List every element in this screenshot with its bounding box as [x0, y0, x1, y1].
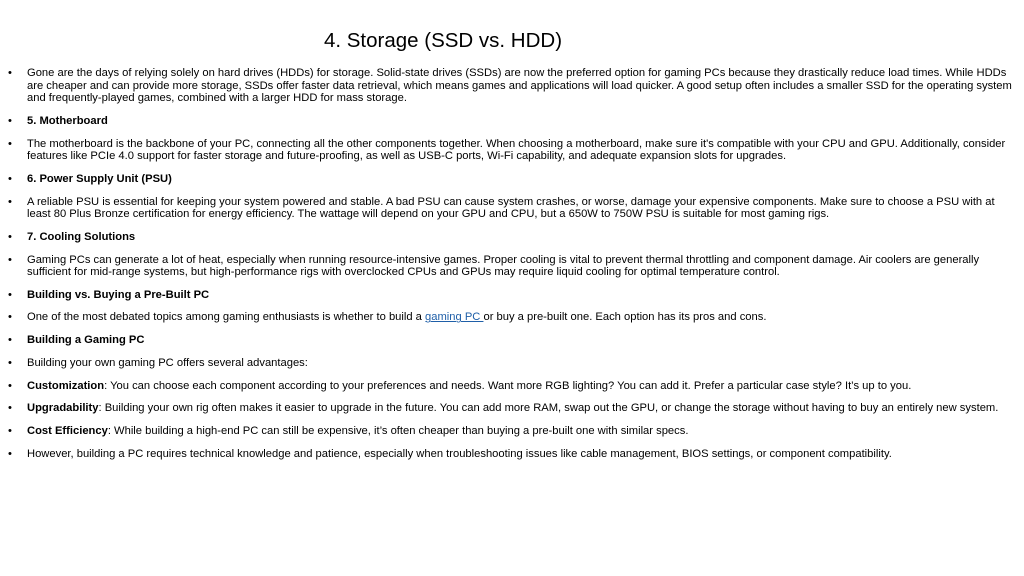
- bullet-cost-efficiency: [8, 425, 1016, 438]
- bullet-list: [8, 67, 1016, 470]
- bullet-building-heading: [8, 334, 1016, 347]
- bullet-text-before-link: One of the most debated topics among gaming enthusiasts is whether to build a: [27, 311, 426, 324]
- bullet-text: : Building your own rig often makes it easier to upgrade in the future. You can add more RAM, swap out the GPU, or change the storage without having to buy an entirely new system.: [98, 402, 999, 415]
- bullet-however-text: [8, 448, 1016, 461]
- bullet-label: Upgradability: [27, 402, 99, 415]
- bullet-glyph: •: [8, 334, 12, 347]
- bullet-motherboard-text: [8, 138, 1016, 163]
- bullet-glyph: •: [8, 172, 12, 185]
- bullet-text: A reliable PSU is essential for keeping your system powered and stable. A bad PSU can cause system crashes, or worse, damage your expensive components. Make sure to choose a PSU with at least 80 Plus Bronze certification for energy efficiency. The wattage will depend on your GPU and CPU, but a 650W to 750W PSU is suitable for most gaming rigs.: [27, 195, 995, 221]
- section-heading: Building a Gaming PC: [27, 334, 145, 347]
- section-heading: 5. Motherboard: [27, 114, 108, 127]
- bullet-glyph: •: [8, 447, 12, 460]
- bullet-text: Gone are the days of relying solely on hard drives (HDDs) for storage. Solid-state drives (SSDs) are now the preferred option for gaming PCs because they drastically reduce load times. While HDDs are cheaper and can provide more storage, SSDs offer faster data retrieval, which means games and applications will load quicker. A good setup often includes a smaller SSD for the operating system and frequently-played games, combined with a larger HDD for mass storage.: [27, 67, 1012, 105]
- bullet-glyph: •: [8, 356, 12, 369]
- bullet-advantages-intro: [8, 357, 1016, 370]
- bullet-glyph: •: [8, 137, 12, 150]
- bullet-glyph: •: [8, 379, 12, 392]
- bullet-glyph: •: [8, 288, 12, 301]
- bullet-text: Building your own gaming PC offers several advantages:: [27, 356, 308, 369]
- section-heading: 6. Power Supply Unit (PSU): [27, 172, 172, 185]
- bullet-glyph: •: [8, 402, 12, 415]
- bullet-glyph: •: [8, 253, 12, 266]
- bullet-build-vs-buy-heading: [8, 289, 1016, 302]
- bullet-glyph: •: [8, 67, 12, 79]
- bullet-cooling-text: [8, 254, 1016, 279]
- bullet-psu-heading: [8, 173, 1016, 186]
- slide-title: 4. Storage (SSD vs. HDD): [323, 29, 563, 52]
- bullet-customization: [8, 380, 1016, 393]
- bullet-text: Gaming PCs can generate a lot of heat, especially when running resource-intensive games. Proper cooling is vital to prevent thermal throttling and component damage. Air coolers are generally sufficient for mid-range systems, but high-performance rigs with overclocked CPUs and GPUs may require liquid cooling for optimal temperature control.: [27, 253, 980, 279]
- bullet-glyph: •: [8, 311, 12, 324]
- bullet-glyph: •: [8, 114, 12, 127]
- bullet-text: : You can choose each component according to your preferences and needs. Want more RGB lighting? You can add it. Prefer a particular case style? It’s up to you.: [104, 379, 912, 392]
- bullet-label: Customization: [27, 379, 105, 392]
- bullet-upgradability: [8, 402, 1016, 415]
- bullet-storage-text: [8, 67, 1016, 105]
- bullet-cooling-heading: [8, 231, 1016, 244]
- bullet-text: : While building a high-end PC can still be expensive, it’s often cheaper than buying a pre-built one with similar specs.: [107, 424, 689, 437]
- bullet-text-after-link: or buy a pre-built one. Each option has its pros and cons.: [483, 311, 767, 324]
- bullet-glyph: •: [8, 230, 12, 243]
- bullet-motherboard-heading: [8, 115, 1016, 128]
- bullet-text: The motherboard is the backbone of your PC, connecting all the other components together. When choosing a motherboard, make sure it's compatible with your CPU and GPU. Additionally, consider features like PCIe 4.0 support for faster storage and future-proofing, as well as USB-C ports, Wi-Fi capability, and adequate expansion slots for upgrades.: [27, 137, 1006, 163]
- bullet-debate-text: [8, 311, 1016, 324]
- bullet-text: However, building a PC requires technical knowledge and patience, especially when troubleshooting issues like cable management, BIOS settings, or component compatibility.: [27, 447, 892, 460]
- section-heading: Building vs. Buying a Pre-Built PC: [27, 288, 210, 301]
- bullet-psu-text: [8, 196, 1016, 221]
- section-heading: 7. Cooling Solutions: [27, 230, 136, 243]
- gaming-pc-link[interactable]: gaming PC: [425, 311, 484, 324]
- bullet-glyph: •: [8, 424, 12, 437]
- bullet-glyph: •: [8, 195, 12, 208]
- bullet-label: Cost Efficiency: [27, 424, 108, 437]
